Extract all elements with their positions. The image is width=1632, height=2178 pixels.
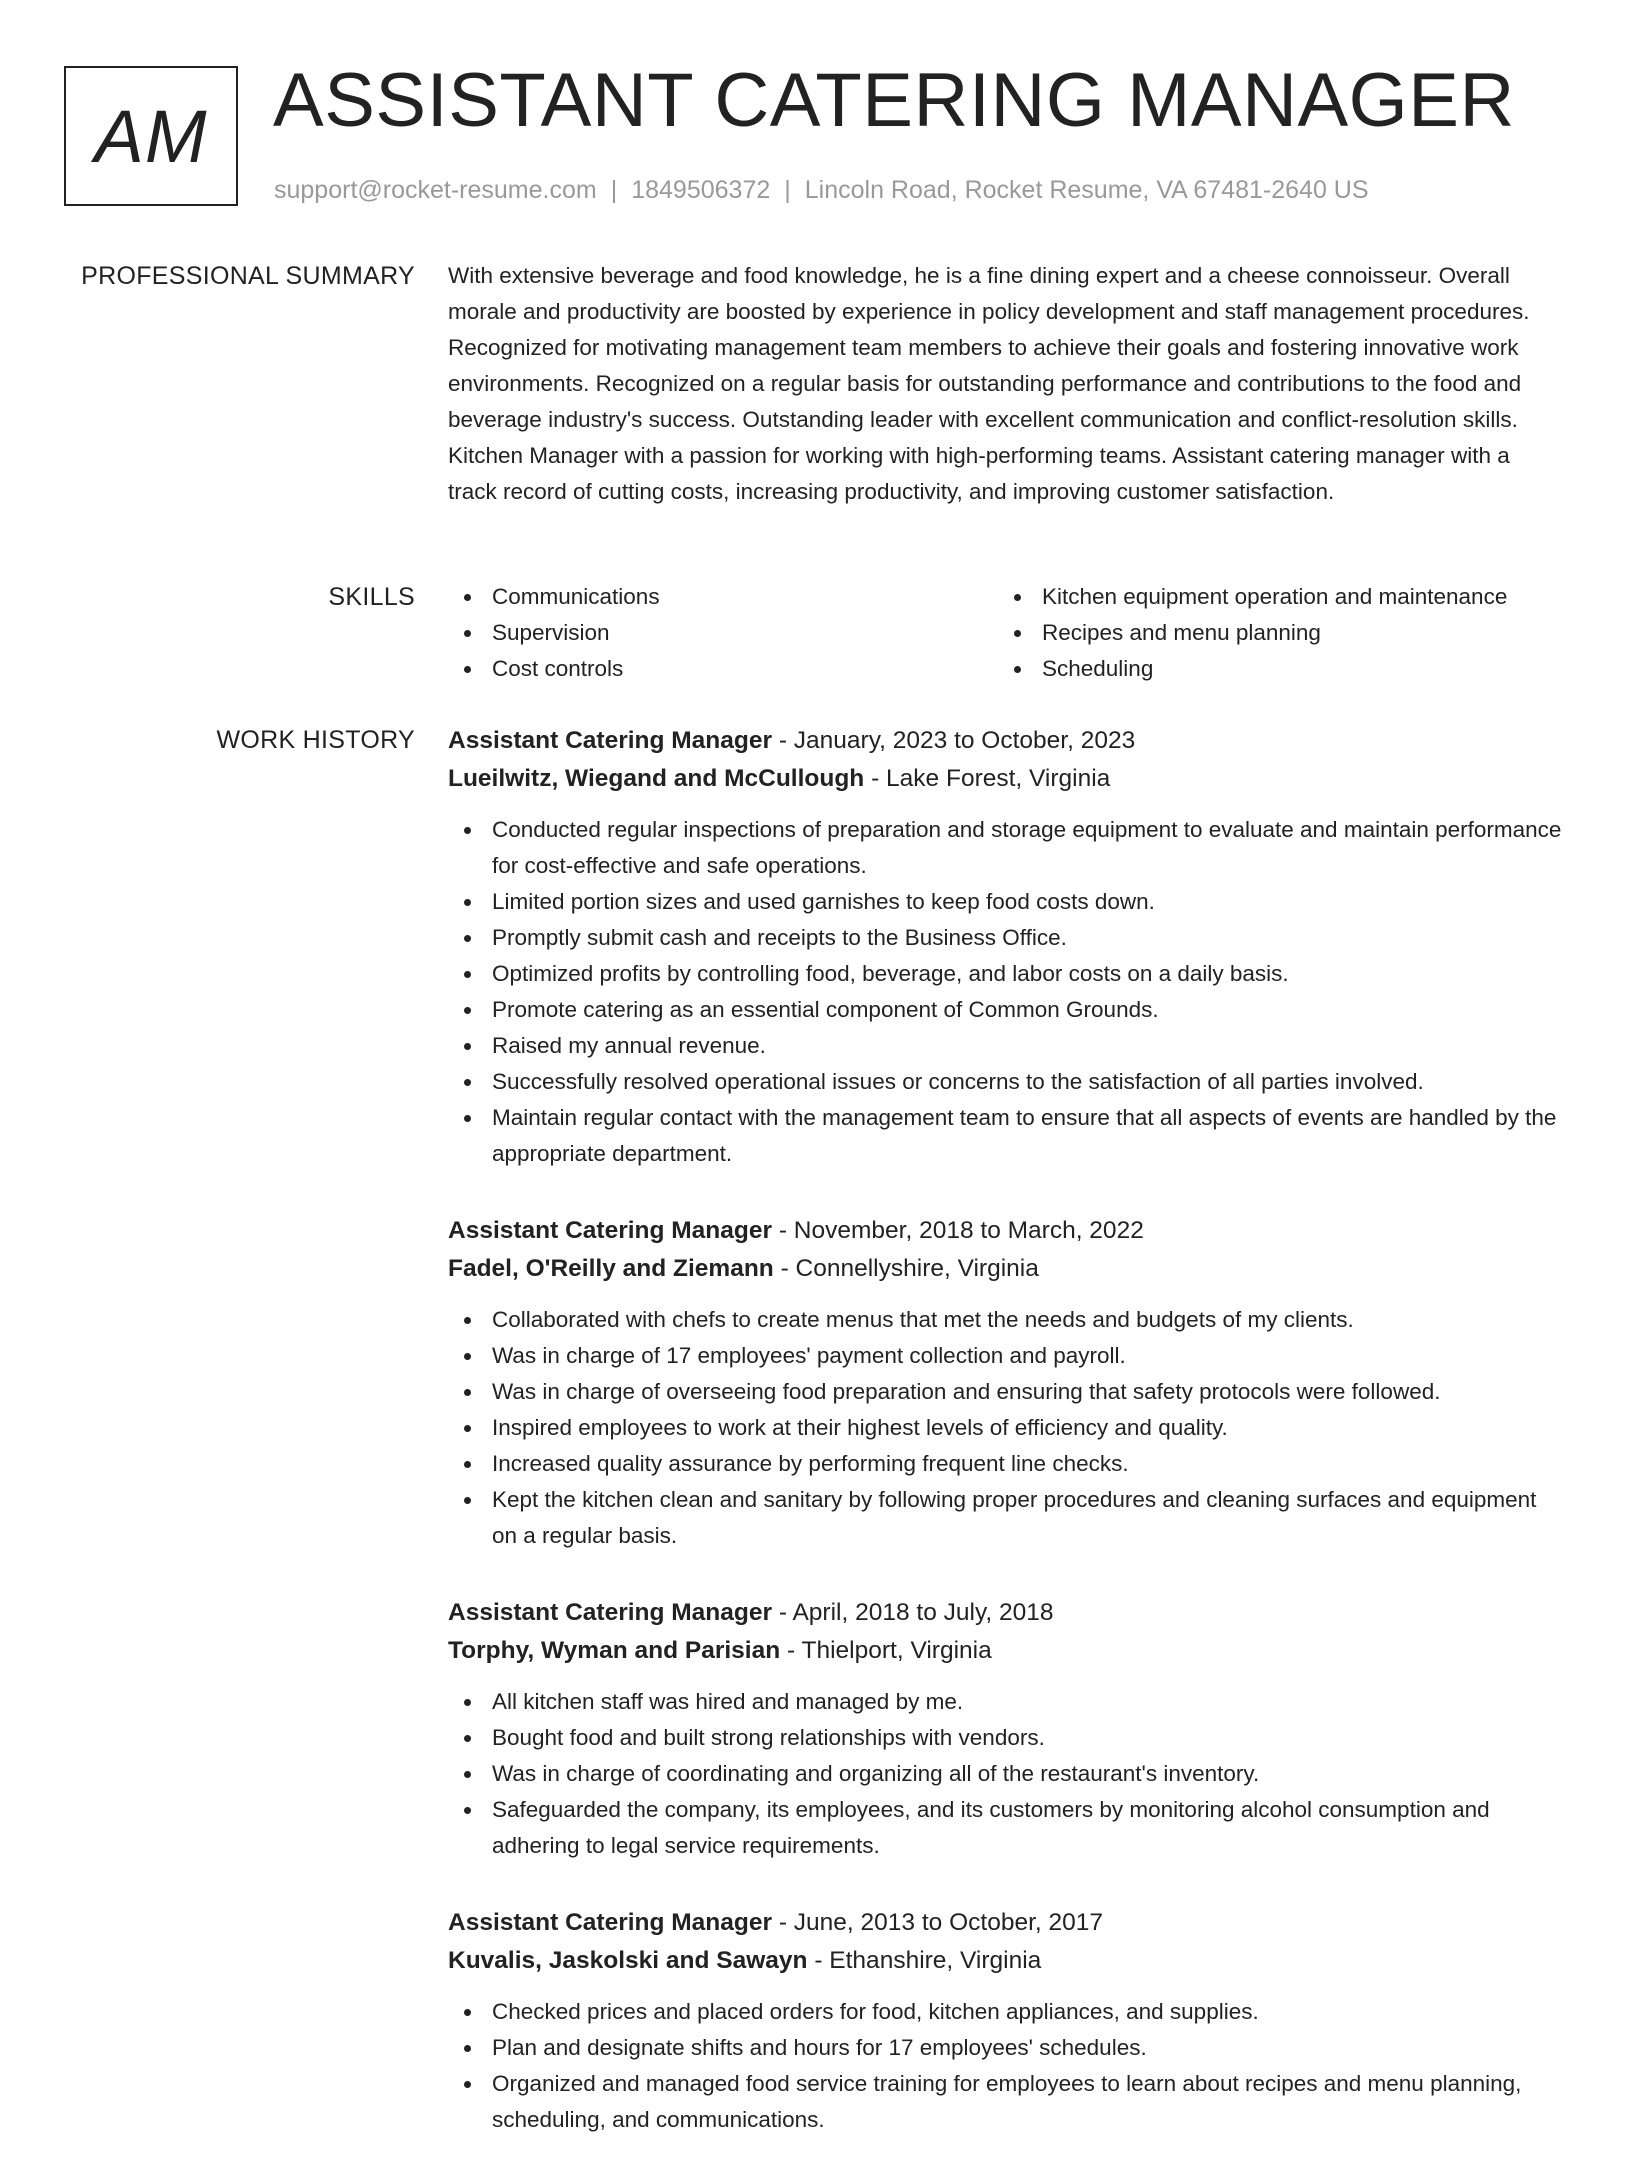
job-entry <box>448 1212 1563 1554</box>
job-location: - Connellyshire, Virginia <box>773 1255 1039 1282</box>
job-bullet: Increased quality assurance by performing frequent line checks. <box>448 1446 1563 1482</box>
skills-list-left <box>448 579 998 687</box>
skill-item: Kitchen equipment operation and maintenance <box>998 579 1563 615</box>
job-bullet: Checked prices and placed orders for food, kitchen appliances, and supplies. <box>448 1994 1563 2030</box>
job-location: - Ethanshire, Virginia <box>807 1947 1042 1974</box>
job-entry <box>448 1594 1563 1864</box>
job-bullet: Promptly submit cash and receipts to the Business Office. <box>448 920 1563 956</box>
skills-list-right <box>998 579 1563 687</box>
job-dates: - June, 2013 to October, 2017 <box>772 1909 1104 1936</box>
job-company-line <box>448 760 1563 798</box>
job-bullet-list <box>448 1302 1563 1554</box>
job-bullet: All kitchen staff was hired and managed by me. <box>448 1684 1563 1720</box>
job-bullet: Collaborated with chefs to create menus that met the needs and budgets of my clients. <box>448 1302 1563 1338</box>
job-company: Fadel, O'Reilly and Ziemann <box>448 1255 774 1282</box>
job-bullet: Kept the kitchen clean and sanitary by following proper procedures and cleaning surfaces and equipment on a regular basis. <box>448 1482 1563 1554</box>
job-title-line <box>448 1594 1563 1632</box>
job-role: Assistant Catering Manager <box>448 1909 773 1936</box>
job-company-line <box>448 1942 1563 1980</box>
job-bullet: Maintain regular contact with the management team to ensure that all aspects of events are handled by the appropriate department. <box>448 1100 1563 1172</box>
job-entry <box>448 1904 1563 2138</box>
contact-line <box>274 174 1369 206</box>
job-location: - Lake Forest, Virginia <box>864 765 1111 792</box>
monogram-logo: AM <box>64 66 238 206</box>
job-bullet: Promote catering as an essential component of Common Grounds. <box>448 992 1563 1028</box>
job-bullet: Inspired employees to work at their highest levels of efficiency and quality. <box>448 1410 1563 1446</box>
job-role: Assistant Catering Manager <box>448 1217 773 1244</box>
skill-item: Recipes and menu planning <box>998 615 1563 651</box>
job-entry <box>448 722 1563 1172</box>
job-title-line <box>448 722 1563 760</box>
job-bullet: Organized and managed food service training for employees to learn about recipes and menu planning, scheduling, and communications. <box>448 2066 1563 2138</box>
job-bullet: Successfully resolved operational issues or concerns to the satisfaction of all parties involved. <box>448 1064 1563 1100</box>
contact-phone[interactable]: 1849506372 <box>631 176 771 204</box>
job-bullet: Safeguarded the company, its employees, and its customers by monitoring alcohol consumption and adhering to legal service requirements. <box>448 1792 1563 1864</box>
job-bullet: Was in charge of overseeing food preparation and ensuring that safety protocols were followed. <box>448 1374 1563 1410</box>
work-history-body <box>448 722 1563 2178</box>
skill-item: Supervision <box>448 615 998 651</box>
job-bullet-list <box>448 1684 1563 1864</box>
job-bullet: Optimized profits by controlling food, beverage, and labor costs on a daily basis. <box>448 956 1563 992</box>
skill-item: Scheduling <box>998 651 1563 687</box>
job-bullet-list <box>448 1994 1563 2138</box>
job-company-line <box>448 1632 1563 1670</box>
job-role: Assistant Catering Manager <box>448 1599 773 1626</box>
contact-separator: | <box>784 176 791 204</box>
summary-body <box>448 258 1563 510</box>
job-title-line <box>448 1904 1563 1942</box>
job-dates: - April, 2018 to July, 2018 <box>772 1599 1054 1626</box>
work-history-heading: WORK HISTORY <box>216 726 415 754</box>
job-company: Lueilwitz, Wiegand and McCullough <box>448 765 865 792</box>
skills-heading: SKILLS <box>328 583 415 611</box>
job-title-line <box>448 1212 1563 1250</box>
job-bullet: Was in charge of coordinating and organizing all of the restaurant's inventory. <box>448 1756 1563 1792</box>
job-dates: - January, 2023 to October, 2023 <box>772 727 1136 754</box>
skill-item: Cost controls <box>448 651 998 687</box>
job-company: Kuvalis, Jaskolski and Sawayn <box>448 1947 808 1974</box>
skills-body <box>448 579 1563 687</box>
skill-item: Communications <box>448 579 998 615</box>
contact-separator: | <box>610 176 618 204</box>
job-bullet: Conducted regular inspections of preparation and storage equipment to evaluate and maintain performance for cost-effective and safe operations. <box>448 812 1563 884</box>
resume-title: ASSISTANT CATERING MANAGER <box>273 58 1515 143</box>
summary-text: With extensive beverage and food knowledge, he is a fine dining expert and a cheese connoisseur. Overall morale and productivity are boosted by experience in policy development and staff management procedures. Recognized for motivating management team members to achieve their goals and fostering innovative work environments. Recognized on a regular basis for outstanding performance and contributions to the food and beverage industry's success. Outstanding leader with excellent communication and conflict-resolution skills. Kitchen Manager with a passion for working with high-performing teams. Assistant catering manager with a track record of cutting costs, increasing productivity, and improving customer satisfaction. <box>448 263 1530 504</box>
summary-heading: PROFESSIONAL SUMMARY <box>81 262 415 290</box>
job-bullet: Raised my annual revenue. <box>448 1028 1563 1064</box>
job-bullet: Bought food and built strong relationships with vendors. <box>448 1720 1563 1756</box>
job-company-line <box>448 1250 1563 1288</box>
job-bullet: Was in charge of 17 employees' payment collection and payroll. <box>448 1338 1563 1374</box>
contact-email[interactable]: support@rocket-resume.com <box>274 176 597 204</box>
contact-address: Lincoln Road, Rocket Resume, VA 67481-2640 US <box>804 176 1369 204</box>
job-company: Torphy, Wyman and Parisian <box>448 1637 781 1664</box>
job-bullet-list <box>448 812 1563 1172</box>
job-location: - Thielport, Virginia <box>780 1637 992 1664</box>
job-bullet: Plan and designate shifts and hours for 17 employees' schedules. <box>448 2030 1563 2066</box>
job-bullet: Limited portion sizes and used garnishes to keep food costs down. <box>448 884 1563 920</box>
job-dates: - November, 2018 to March, 2022 <box>772 1217 1144 1244</box>
job-role: Assistant Catering Manager <box>448 727 773 754</box>
